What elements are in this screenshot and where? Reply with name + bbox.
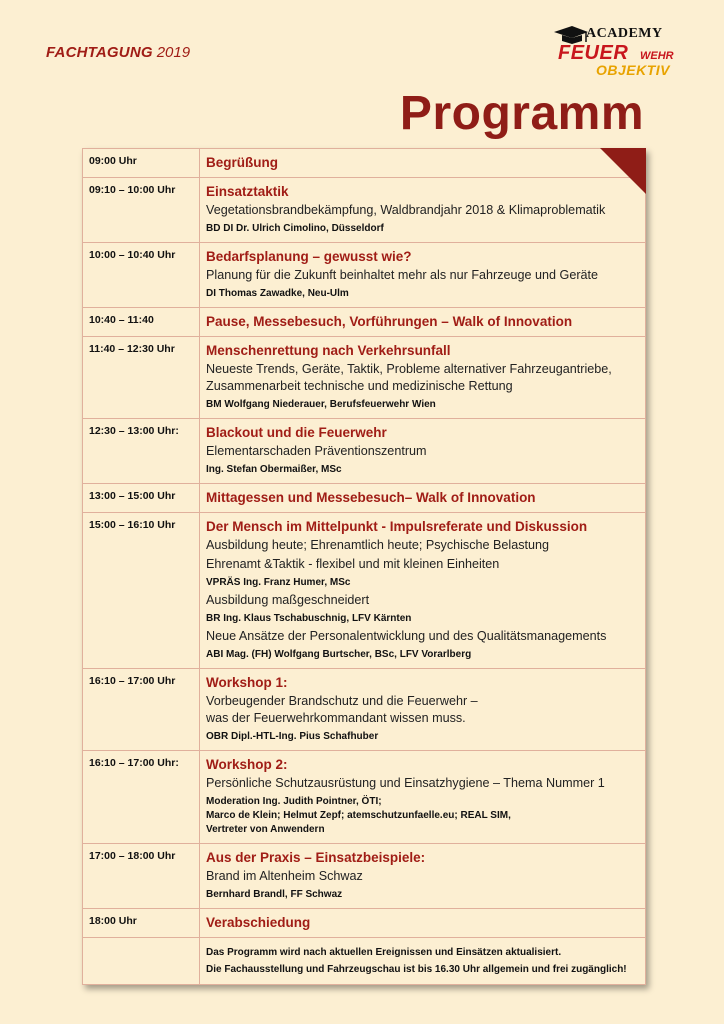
session-cell [200,844,646,909]
footer-note: Das Programm wird nach aktuellen Ereignissen und Einsätzen aktualisiert. [206,947,562,958]
footer-notes-cell [200,938,646,985]
session-speaker: OBR Dipl.-HTL-Ing. Pius Schafhuber [206,731,379,742]
schedule-row [83,909,646,938]
session-cell [200,243,646,308]
session-description: Neue Ansätze der Personalentwicklung und des Qualitätsmanagements [206,629,607,643]
session-description: Elementarschaden Präventionszentrum [206,444,427,458]
time-cell: 09:00 Uhr [83,149,200,178]
schedule-row [83,243,646,308]
session-title: Der Mensch im Mittelpunkt - Impulsreferate und Diskussion [206,519,588,534]
session-speaker: Vertreter von Anwendern [206,824,325,835]
schedule-row [83,484,646,513]
session-cell [200,909,646,938]
time-cell: 11:40 – 12:30 Uhr [83,337,200,419]
schedule-row [83,844,646,909]
session-description: Vorbeugender Brandschutz und die Feuerwehr – [206,694,478,708]
session-title: Menschenrettung nach Verkehrsunfall [206,343,451,358]
time-cell: 18:00 Uhr [83,909,200,938]
session-description: Planung für die Zukunft beinhaltet mehr als nur Fahrzeuge und Geräte [206,268,599,282]
session-speaker: Bernhard Brandl, FF Schwaz [206,889,343,900]
schedule-body [83,149,646,985]
session-speaker: ABI Mag. (FH) Wolfgang Burtscher, BSc, LFV Vorarlberg [206,649,472,660]
time-cell: 15:00 – 16:10 Uhr [83,513,200,669]
logo-feuer-text: FEUER [558,42,629,64]
session-speaker: BR Ing. Klaus Tschabuschnig, LFV Kärnten [206,613,412,624]
session-description: Ausbildung maßgeschneidert [206,593,370,607]
session-cell [200,513,646,669]
schedule-row [83,513,646,669]
logo-academy-text: ACADEMY [586,26,663,41]
session-cell [200,751,646,844]
session-speaker: Marco de Klein; Helmut Zepf; atemschutzunfaelle.eu; REAL SIM, [206,810,511,821]
session-cell [200,669,646,751]
session-cell [200,337,646,419]
time-cell: 09:10 – 10:00 Uhr [83,178,200,243]
session-speaker: DI Thomas Zawadke, Neu-Ulm [206,288,349,299]
logo-objektiv-text: OBJEKTIV [596,62,671,78]
footer-note: Die Fachausstellung und Fahrzeugschau ist bis 16.30 Uhr allgemein und frei zugänglich! [206,964,627,975]
schedule-row [83,669,646,751]
session-description: Neueste Trends, Geräte, Taktik, Probleme alternativer Fahrzeugantriebe, Zusammenarbeit technische und medizinische Rettung [206,362,612,393]
session-title: Aus der Praxis – Einsatzbeispiele: [206,850,426,865]
session-description: Persönliche Schutzausrüstung und Einsatzhygiene – Thema Nummer 1 [206,776,605,790]
page-title: Programm [399,87,644,140]
schedule-row [83,337,646,419]
session-description: Ausbildung heute; Ehrenamtlich heute; Psychische Belastung [206,538,550,552]
corner-triangle [600,148,646,194]
session-speaker: BM Wolfgang Niederauer, Berufsfeuerwehr Wien [206,399,436,410]
schedule-row [83,178,646,243]
schedule-row [83,149,646,178]
session-cell [200,308,646,337]
time-cell: 10:00 – 10:40 Uhr [83,243,200,308]
time-cell: 12:30 – 13:00 Uhr: [83,419,200,484]
session-title: Begrüßung [206,155,278,170]
session-description: Brand im Altenheim Schwaz [206,869,363,883]
session-speaker: Ing. Stefan Obermaißer, MSc [206,464,342,475]
session-title: Pause, Messebesuch, Vorführungen – Walk of Innovation [206,314,573,329]
event-year: 2019 [156,44,191,61]
time-cell: 16:10 – 17:00 Uhr [83,669,200,751]
session-description: Ehrenamt &Taktik - flexibel und mit kleinen Einheiten [206,557,500,571]
session-cell [200,178,646,243]
session-title: Verabschiedung [206,915,311,930]
session-speaker: Moderation Ing. Judith Pointner, ÖTI; [206,796,382,807]
session-speaker: BD DI Dr. Ulrich Cimolino, Düsseldorf [206,223,384,234]
session-speaker: VPRÄS Ing. Franz Humer, MSc [206,577,351,588]
session-description: Vegetationsbrandbekämpfung, Waldbrandjahr 2018 & Klimaproblematik [206,203,606,217]
schedule-row [83,419,646,484]
event-header [46,44,190,61]
session-cell [200,419,646,484]
schedule-row [83,308,646,337]
session-title: Blackout und die Feuerwehr [206,425,387,440]
session-title: Einsatztaktik [206,184,289,199]
time-cell: 16:10 – 17:00 Uhr: [83,751,200,844]
footer-notes-row [83,938,646,985]
session-title: Workshop 2: [206,757,288,772]
logo-wehr-text: WEHR [640,50,674,62]
schedule-row [83,751,646,844]
academy-logo [552,24,692,82]
session-title: Mittagessen und Messebesuch– Walk of Innovation [206,490,536,505]
session-cell [200,484,646,513]
time-cell: 17:00 – 18:00 Uhr [83,844,200,909]
schedule-wrapper [82,148,646,985]
session-cell [200,149,646,178]
event-label: FACHTAGUNG [46,44,153,61]
session-description: was der Feuerwehrkommandant wissen muss. [206,711,466,725]
empty-cell [83,938,200,985]
time-cell: 10:40 – 11:40 [83,308,200,337]
schedule-table [82,148,646,985]
session-title: Workshop 1: [206,675,288,690]
session-title: Bedarfsplanung – gewusst wie? [206,249,412,264]
time-cell: 13:00 – 15:00 Uhr [83,484,200,513]
